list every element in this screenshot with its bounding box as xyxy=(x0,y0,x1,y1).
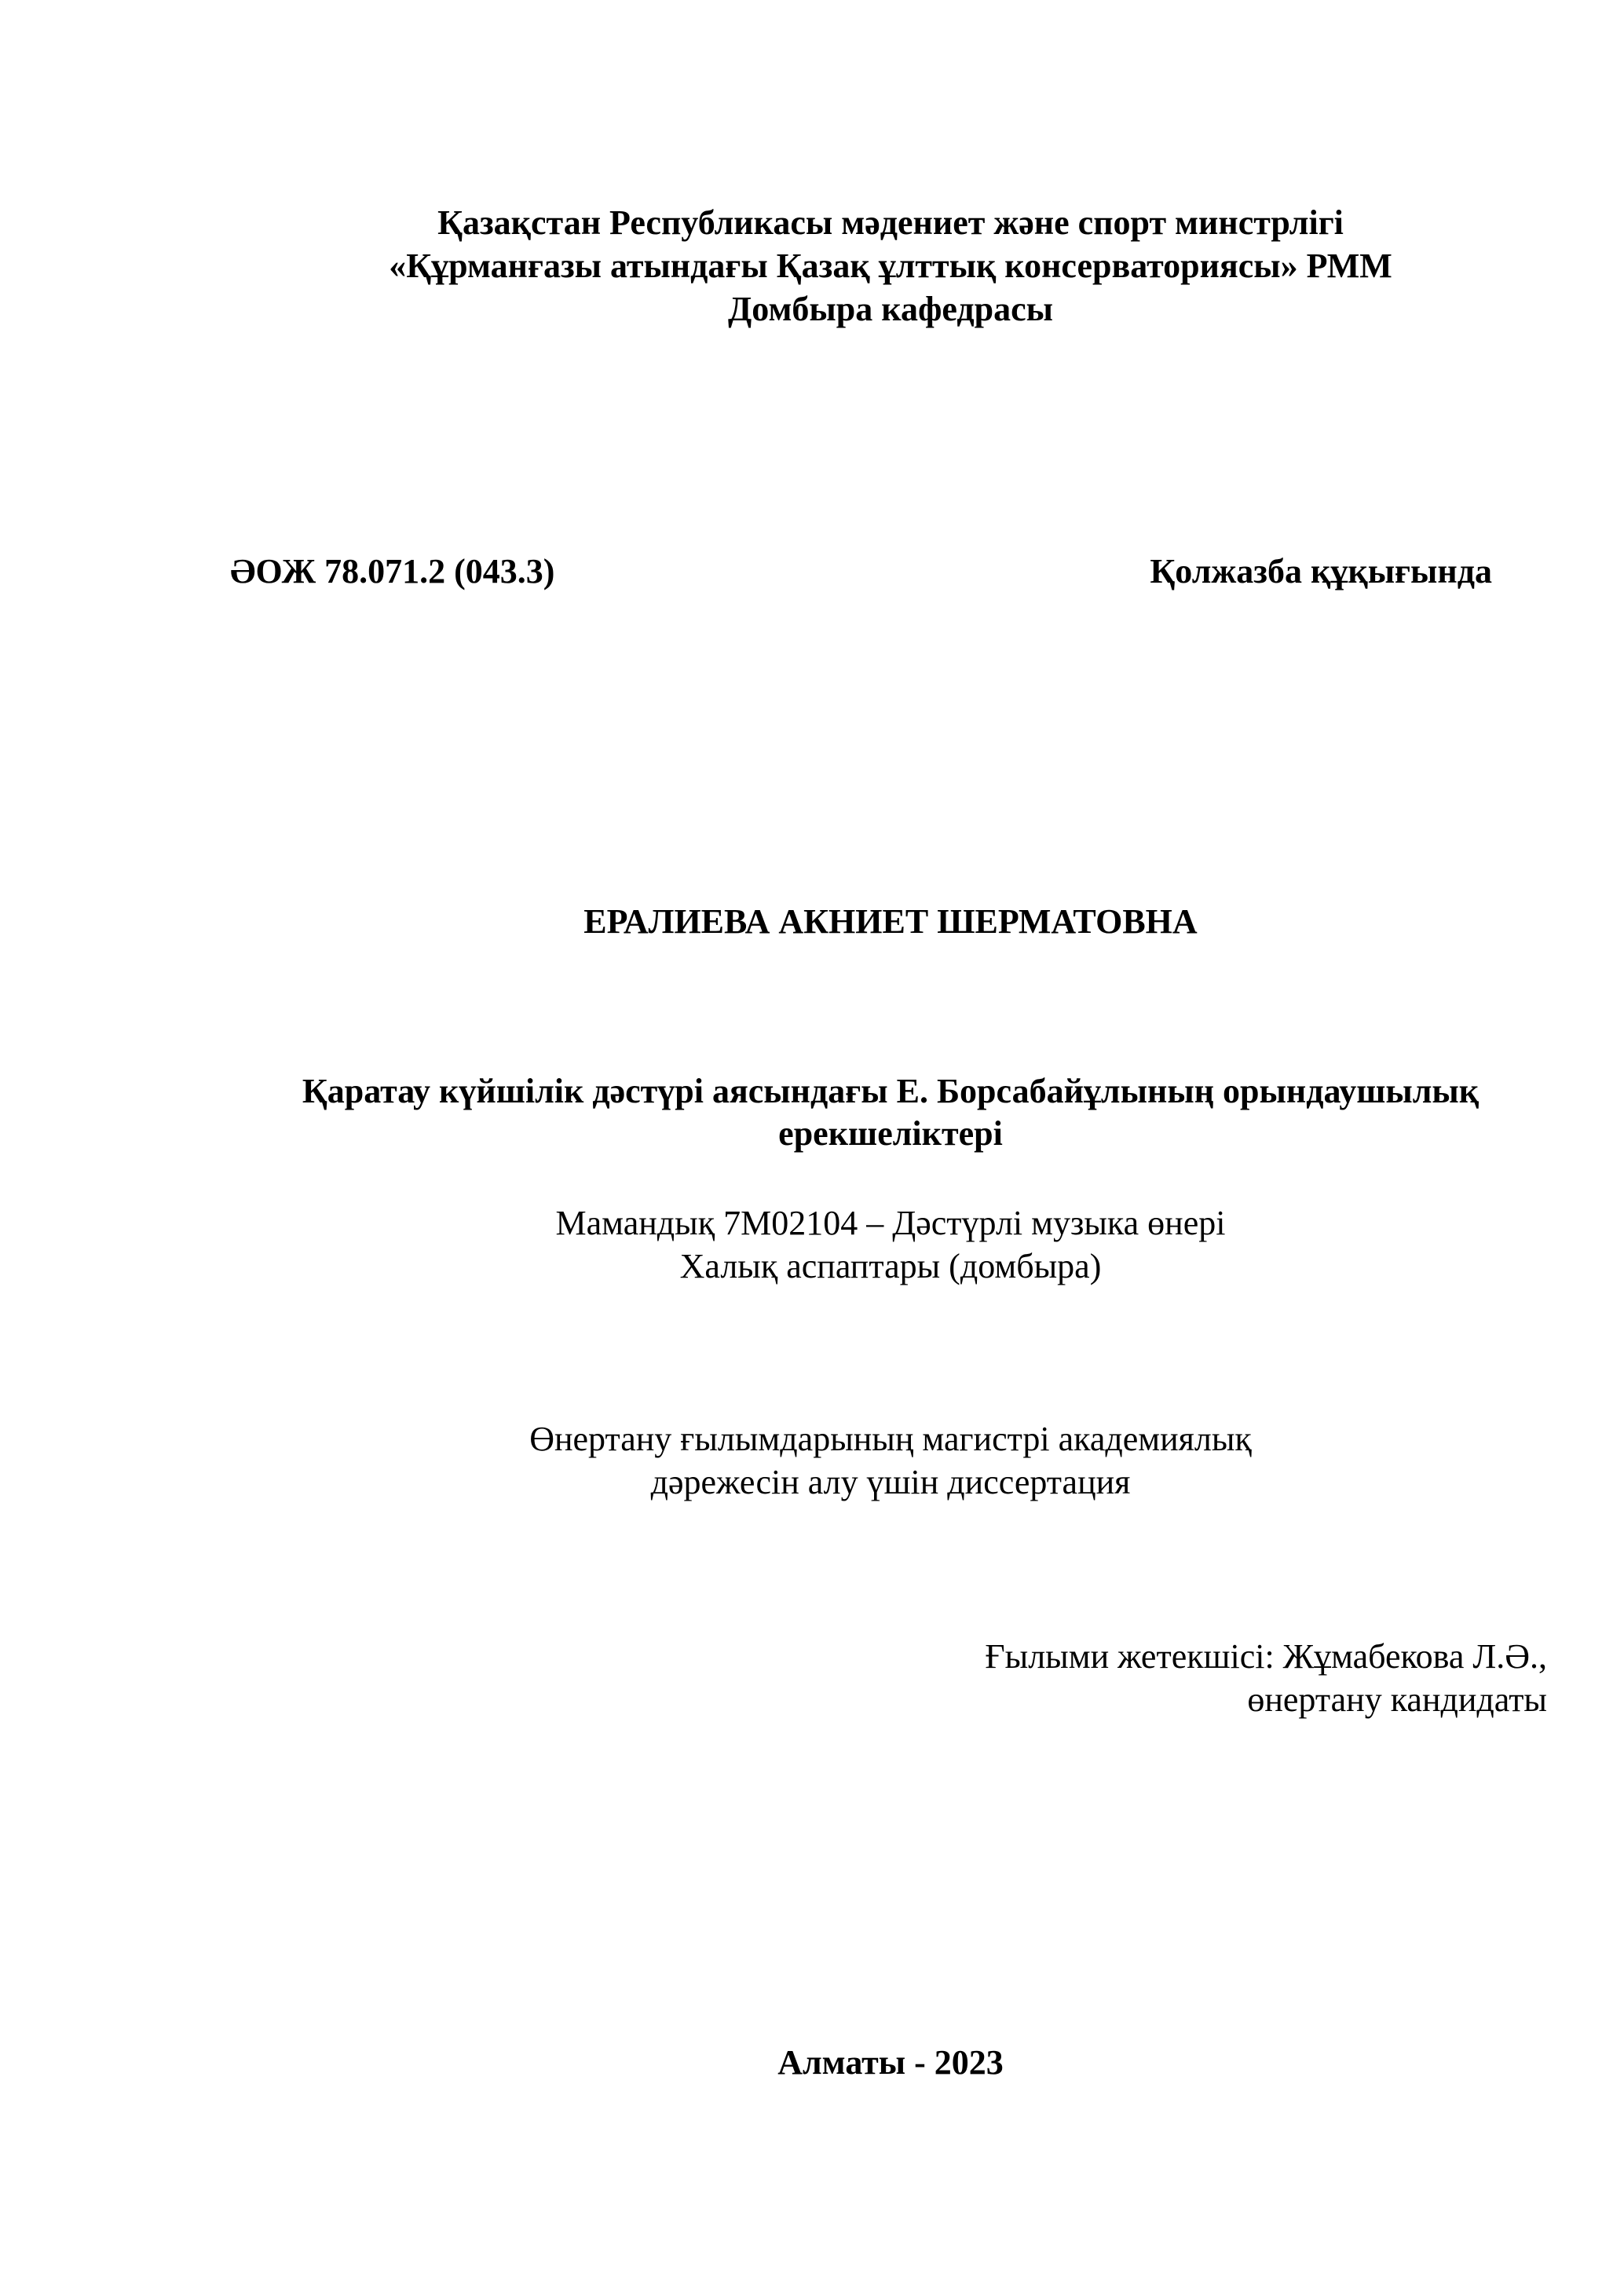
institution-heading: «Құрманғазы атындағы Қазақ ұлттық консерваториясы» РММ xyxy=(389,247,1392,285)
manuscript-rights-label: Қолжазба құқығында xyxy=(1150,552,1492,590)
ministry-heading: Қазақстан Республикасы мәдениет және спорт минстрлігі xyxy=(437,203,1344,242)
author-name: ЕРАЛИЕВА АКНИЕТ ШЕРМАТОВНА xyxy=(583,902,1198,941)
specialty-line-2: Халық аспаптары (домбыра) xyxy=(679,1247,1102,1285)
supervisor-name: Ғылыми жетекшісі: Жұмабекова Л.Ә., xyxy=(985,1637,1547,1676)
supervisor-title: өнертану кандидаты xyxy=(1247,1680,1547,1719)
thesis-title-line-2: ерекшеліктері xyxy=(778,1114,1003,1153)
thesis-title-line-1: Қаратау күйшілік дәстүрі аясындағы Е. Борсабайұлының орындаушылық xyxy=(302,1072,1480,1110)
udc-code: ӘОЖ 78.071.2 (043.3) xyxy=(230,552,555,590)
degree-statement-line-2: дәрежесін алу үшін диссертация xyxy=(650,1463,1131,1501)
specialty-line-1: Мамандық 7М02104 – Дәстүрлі музыка өнері xyxy=(555,1204,1226,1242)
department-heading: Домбыра кафедрасы xyxy=(728,290,1053,328)
degree-statement-line-1: Өнертану ғылымдарының магистрі академиялық xyxy=(529,1420,1252,1458)
city-year: Алматы - 2023 xyxy=(777,2043,1004,2082)
